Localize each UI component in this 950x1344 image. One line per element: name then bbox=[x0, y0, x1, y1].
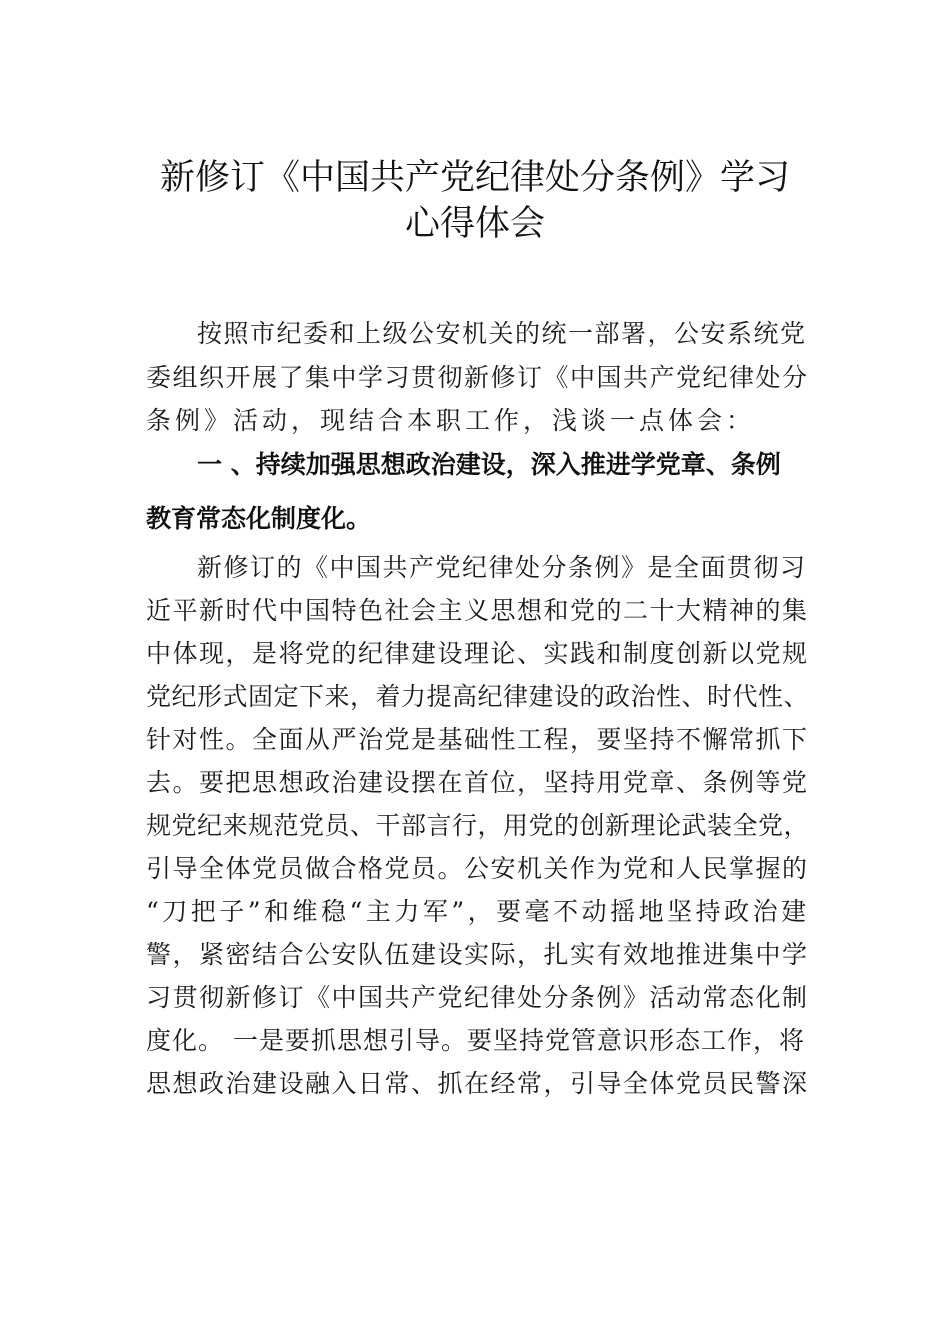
body-line-6: 去。要把思想政治建设摆在首位，坚持用党章、条例等党 bbox=[146, 768, 809, 797]
body-line-3: 中体现，是将党的纪律建设理论、实践和制度创新以党规 bbox=[146, 639, 809, 668]
document-title-line-1: 新修订《中国共产党纪律处分条例》学习 bbox=[159, 158, 790, 198]
intro-line-2: 委组织开展了集中学习贯彻新修订《中国共产党纪律处分 bbox=[146, 363, 809, 392]
intro-line-1: 按照市纪委和上级公安机关的统一部署，公安系统党 bbox=[197, 319, 807, 348]
document-title-line-2: 心得体会 bbox=[404, 204, 545, 244]
body-line-10: 警，紧密结合公安队伍建设实际，扎实有效地推进集中学 bbox=[146, 940, 809, 969]
body-line-5: 针对性。全面从严治党是基础性工程，要坚持不懈常抓下 bbox=[146, 725, 809, 754]
body-line-7: 规党纪来规范党员、干部言行，用党的创新理论武装全党， bbox=[146, 811, 810, 840]
body-line-1: 新修订的《中国共产党纪律处分条例》是全面贯彻习 bbox=[197, 553, 807, 582]
section-heading-line-1: 一 、持续加强思想政治建设，深入推进学党章、条例 bbox=[197, 450, 781, 479]
body-line-12: 度化。 一是要抓思想引导。要坚持党管意识形态工作，将 bbox=[146, 1026, 805, 1055]
intro-line-3: 条例》活动，现结合本职工作，浅谈一点体会： bbox=[146, 406, 756, 435]
body-line-2: 近平新时代中国特色社会主义思想和党的二十大精神的集 bbox=[146, 596, 809, 625]
body-line-8: 引导全体党员做合格党员。公安机关作为党和人民掌握的 bbox=[146, 854, 809, 883]
section-heading-line-2: 教育常态化制度化。 bbox=[146, 504, 372, 533]
body-line-4: 党纪形式固定下来，着力提高纪律建设的政治性、时代性、 bbox=[146, 682, 810, 711]
body-line-11: 习贯彻新修订《中国共产党纪律处分条例》活动常态化制 bbox=[146, 983, 809, 1012]
body-line-13: 思想政治建设融入日常、抓在经常，引导全体党员民警深 bbox=[146, 1069, 809, 1098]
body-line-9: “刀把子”和维稳“主力军”，要毫不动摇地坚持政治建 bbox=[146, 897, 810, 926]
